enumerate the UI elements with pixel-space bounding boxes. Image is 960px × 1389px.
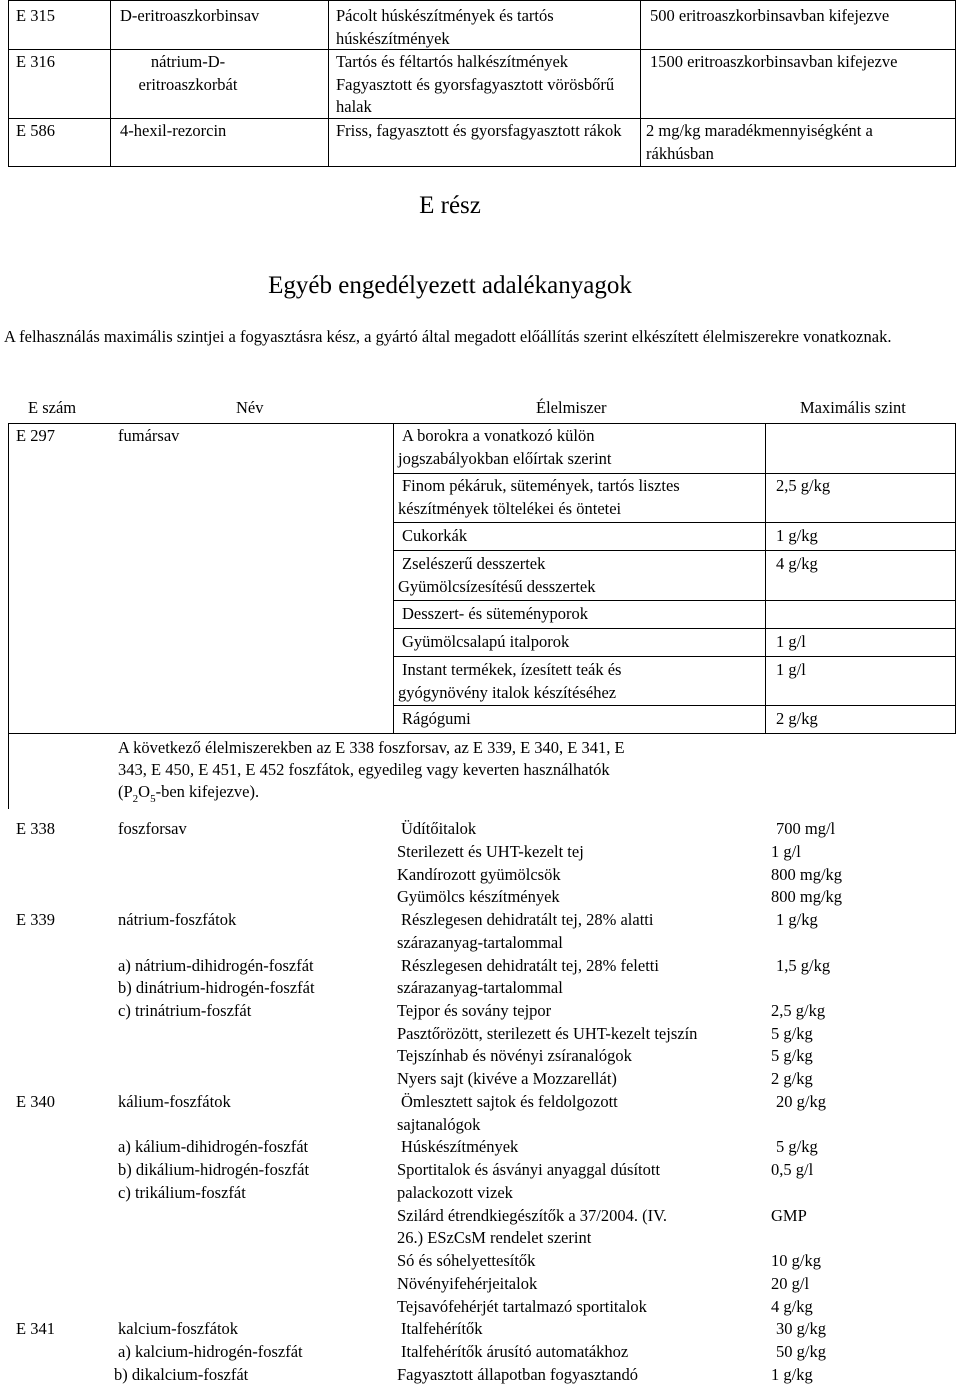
food-item: Tejpor és sovány tejpor bbox=[397, 1001, 552, 1020]
top-row-code: E 316 bbox=[16, 52, 55, 71]
max-level: 1 g/kg bbox=[771, 1365, 813, 1384]
additive-name: a) nátrium-dihidrogén-foszfát bbox=[118, 956, 314, 975]
max-level: 1,5 g/kg bbox=[776, 956, 831, 975]
food-item: Italfehérítők árusító automatákhoz bbox=[401, 1342, 629, 1361]
food-item: sajtanalógok bbox=[397, 1115, 481, 1134]
e297-max: 2,5 g/kg bbox=[776, 476, 831, 495]
food-item: Üdítőitalok bbox=[401, 819, 477, 838]
e297-max: 1 g/kg bbox=[776, 526, 818, 545]
top-row-name: D-eritroaszkorbinsav bbox=[120, 6, 260, 25]
top-row-limit: 1500 eritroaszkorbinsavban kifejezve bbox=[650, 52, 898, 71]
note-subscript: 2 bbox=[132, 793, 139, 805]
food-item: szárazanyag-tartalommal bbox=[397, 933, 563, 952]
max-level: 800 mg/kg bbox=[771, 865, 843, 884]
food-item: Húskészítmények bbox=[401, 1137, 519, 1156]
max-level: 5 g/kg bbox=[771, 1046, 813, 1065]
e297-code: E 297 bbox=[16, 426, 55, 445]
additive-name: b) dinátrium-hidrogén-foszfát bbox=[118, 978, 315, 997]
header-code: E szám bbox=[28, 398, 77, 417]
top-row-name: nátrium-D-eritroaszkorbát bbox=[138, 52, 238, 94]
additive-name: a) kálium-dihidrogén-foszfát bbox=[118, 1137, 309, 1156]
e297-max: 1 g/l bbox=[776, 632, 806, 651]
food-item: palackozott vizek bbox=[397, 1183, 513, 1202]
note-subscript: 5 bbox=[150, 793, 156, 805]
e297-food: Instant termékek, ízesített teák és gyógynövény italok készítéséhez bbox=[398, 660, 622, 702]
additive-name: kalcium-foszfátok bbox=[118, 1319, 239, 1338]
food-item: Nyers sajt (kivéve a Mozzarellát) bbox=[397, 1069, 617, 1088]
e297-food: Finom pékáruk, sütemények, tartós lisztes készítmények töltelékei és öntetei bbox=[398, 476, 680, 518]
max-level: 5 g/kg bbox=[771, 1024, 813, 1043]
e297-food: Zselészerű desszertek Gyümölcsízesítésű desszertek bbox=[398, 554, 596, 596]
food-item: Sportitalok és ásványi anyaggal dúsított bbox=[397, 1160, 661, 1179]
top-row-name: 4-hexil-rezorcin bbox=[120, 121, 227, 140]
additive-name: b) dikalcium-foszfát bbox=[114, 1365, 249, 1384]
note-line: 343, E 450, E 451, E 452 foszfátok, egyedileg vagy keverten használhatók bbox=[118, 760, 610, 779]
max-level: 10 g/kg bbox=[771, 1251, 821, 1270]
note-formula-suffix: -ben kifejezve). bbox=[155, 782, 260, 801]
max-level: 2 g/kg bbox=[771, 1069, 813, 1088]
food-item: Gyümölcs készítmények bbox=[397, 887, 560, 906]
max-level: 0,5 g/l bbox=[771, 1160, 814, 1179]
e297-max: 4 g/kg bbox=[776, 554, 818, 573]
food-item: 26.) ESzCsM rendelet szerint bbox=[397, 1228, 592, 1247]
additive-name: a) kalcium-hidrogén-foszfát bbox=[118, 1342, 303, 1361]
additive-name: foszforsav bbox=[118, 819, 187, 838]
max-level: 20 g/kg bbox=[776, 1092, 826, 1111]
e297-food: A borokra a vonatkozó külön jogszabályokban előírtak szerint bbox=[398, 426, 612, 468]
additive-code: E 339 bbox=[16, 910, 55, 929]
additive-name: nátrium-foszfátok bbox=[118, 910, 237, 929]
header-max: Maximális szint bbox=[800, 398, 906, 417]
e297-name: fumársav bbox=[118, 426, 180, 445]
max-level: 30 g/kg bbox=[776, 1319, 826, 1338]
top-row-code: E 586 bbox=[16, 121, 55, 140]
max-level: 5 g/kg bbox=[776, 1137, 818, 1156]
food-item: Só és sóhelyettesítők bbox=[397, 1251, 536, 1270]
max-level: 20 g/l bbox=[771, 1274, 810, 1293]
header-name: Név bbox=[236, 398, 264, 417]
food-item: Fagyasztott állapotban fogyasztandó bbox=[397, 1365, 639, 1384]
max-level: GMP bbox=[771, 1206, 807, 1225]
food-item: Sterilezett és UHT-kezelt tej bbox=[397, 842, 584, 861]
e297-food: Rágógumi bbox=[402, 709, 471, 728]
note-line: A következő élelmiszerekben az E 338 foszforsav, az E 339, E 340, E 341, E bbox=[118, 738, 625, 757]
food-item: Részlegesen dehidratált tej, 28% feletti bbox=[401, 956, 659, 975]
food-item: Növényifehérjeitalok bbox=[397, 1274, 538, 1293]
e297-max: 1 g/l bbox=[776, 660, 806, 679]
top-row-food: Pácolt húskészítmények és tartós húskészítmények bbox=[336, 6, 554, 48]
section-intro: A felhasználás maximális szintjei a fogyasztásra kész, a gyártó által megadott előállítás szerint elkészített élelmiszerekre vonatkoznak. bbox=[4, 327, 892, 346]
additive-name: c) trikálium-foszfát bbox=[118, 1183, 246, 1202]
max-level: 800 mg/kg bbox=[771, 887, 843, 906]
food-item: Tejszínhab és növényi zsíranalógok bbox=[397, 1046, 632, 1065]
top-row-limit: 500 eritroaszkorbinsavban kifejezve bbox=[650, 6, 890, 25]
section-title: E rész bbox=[419, 192, 481, 219]
max-level: 50 g/kg bbox=[776, 1342, 826, 1361]
additive-name: c) trinátrium-foszfát bbox=[118, 1001, 252, 1020]
additive-code: E 340 bbox=[16, 1092, 55, 1111]
header-food: Élelmiszer bbox=[536, 398, 607, 417]
max-level: 2,5 g/kg bbox=[771, 1001, 826, 1020]
note-line bbox=[118, 781, 259, 806]
additive-name: kálium-foszfátok bbox=[118, 1092, 231, 1111]
food-item: Szilárd étrendkiegészítők a 37/2004. (IV. bbox=[397, 1206, 668, 1225]
section-subtitle: Egyéb engedélyezett adalékanyagok bbox=[268, 272, 632, 299]
additive-code: E 338 bbox=[16, 819, 55, 838]
max-level: 1 g/kg bbox=[776, 910, 818, 929]
max-level: 1 g/l bbox=[771, 842, 801, 861]
note-formula-mid: O bbox=[138, 782, 151, 801]
food-item: szárazanyag-tartalommal bbox=[397, 978, 563, 997]
top-row-food: Friss, fagyasztott és gyorsfagyasztott rákok bbox=[336, 121, 622, 140]
e297-food: Desszert- és süteményporok bbox=[402, 604, 589, 623]
e297-food: Gyümölcsalapú italporok bbox=[402, 632, 570, 651]
food-item: Tejsavófehérjét tartalmazó sportitalok bbox=[397, 1297, 647, 1316]
food-item: Részlegesen dehidratált tej, 28% alatti bbox=[401, 910, 654, 929]
food-item: Kandírozott gyümölcsök bbox=[397, 865, 561, 884]
additive-code: E 341 bbox=[16, 1319, 55, 1338]
food-item: Pasztőrözött, sterilezett és UHT-kezelt tejszín bbox=[397, 1024, 698, 1043]
top-row-food: Tartós és féltartós halkészítmények Fagyasztott és gyorsfagyasztott vörösbőrű halak bbox=[336, 52, 615, 116]
food-item: Ömlesztett sajtok és feldolgozott bbox=[401, 1092, 618, 1111]
top-row-limit: 2 mg/kg maradékmennyiségként a rákhúsban bbox=[646, 121, 873, 163]
e297-food: Cukorkák bbox=[402, 526, 468, 545]
e297-max: 2 g/kg bbox=[776, 709, 818, 728]
food-item: Italfehérítők bbox=[401, 1319, 483, 1338]
additive-name: b) dikálium-hidrogén-foszfát bbox=[118, 1160, 310, 1179]
top-row-code: E 315 bbox=[16, 6, 55, 25]
note-formula-prefix: (P bbox=[118, 782, 133, 801]
max-level: 4 g/kg bbox=[771, 1297, 813, 1316]
max-level: 700 mg/l bbox=[776, 819, 836, 838]
